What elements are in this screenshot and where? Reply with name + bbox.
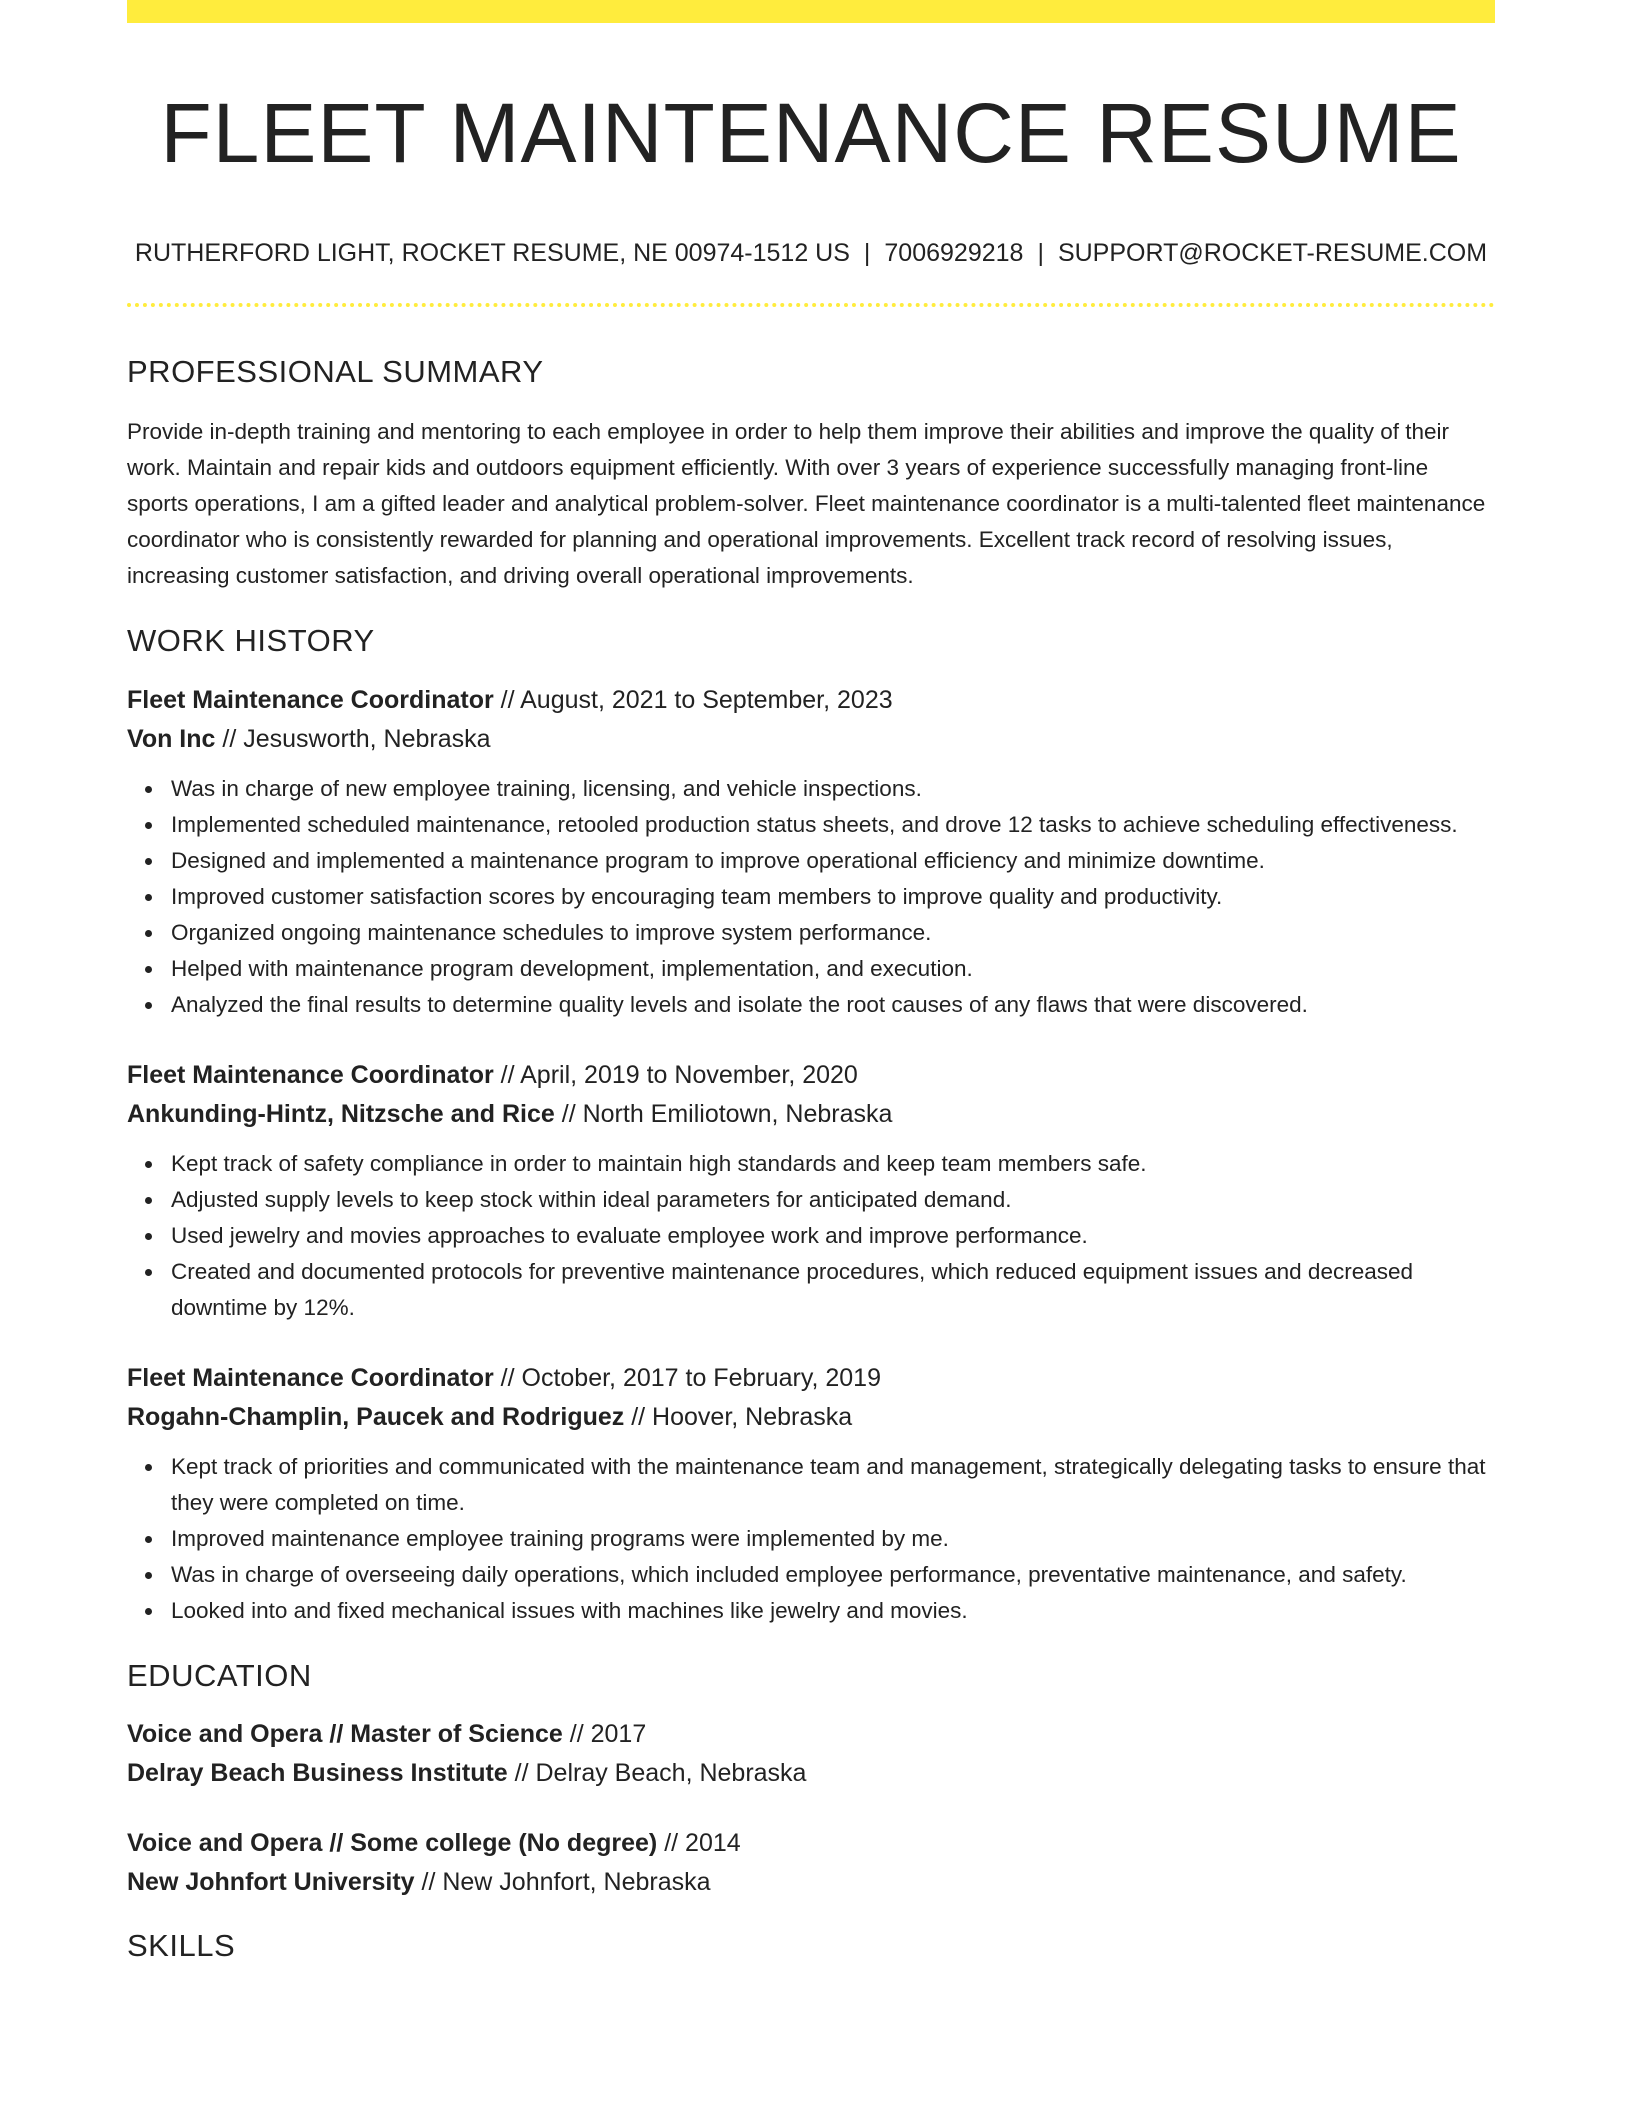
resume-page (127, 0, 1495, 1965)
job-bullets (127, 771, 1495, 1023)
resume-title: FLEET MAINTENANCE RESUME (160, 86, 1462, 180)
summary-text: Provide in-depth training and mentoring to each employee in order to help them improve their abilities and improve the quality of their work. Maintain and repair kids and outdoors equipment efficiently. With over 3 years of experience successfully managing front-line sports operations, I am a gifted leader and analytical problem-solver. Fleet maintenance coordinator is a multi-talented fleet maintenance coordinator who is consistently rewarded for planning and operational improvements. Excellent track record of resolving issues, increasing customer satisfaction, and driving overall operational improvements. (127, 419, 1486, 588)
job-bullet: Kept track of priorities and communicated with the maintenance team and management, strategically delegating tasks to ensure that they were completed on time. (171, 1449, 1495, 1521)
job-company-line (127, 720, 1495, 759)
job-company-line (127, 1398, 1495, 1437)
education-entry (127, 1715, 1495, 1793)
education-degree: Voice and Opera // Some college (No degree) (127, 1829, 658, 1857)
education-heading: EDUCATION (127, 1658, 312, 1693)
job-title-line (127, 681, 1495, 720)
job-bullets (127, 1146, 1495, 1326)
education-entry (127, 1824, 1495, 1902)
job-bullets (127, 1449, 1495, 1629)
job-bullet: Designed and implemented a maintenance program to improve operational efficiency and minimize downtime. (171, 843, 1495, 879)
job-bullet: Was in charge of new employee training, licensing, and vehicle inspections. (171, 771, 1495, 807)
job-title: Fleet Maintenance Coordinator (127, 1364, 494, 1392)
education-degree-line (127, 1715, 1495, 1754)
contact-phone: 7006929218 (884, 239, 1024, 267)
education-school-line (127, 1863, 1495, 1902)
job-entry (127, 1056, 1495, 1326)
job-dates: // August, 2021 to September, 2023 (500, 686, 893, 714)
education-degree-line (127, 1824, 1495, 1863)
job-bullet: Improved customer satisfaction scores by encouraging team members to improve quality and productivity. (171, 879, 1495, 915)
accent-top-bar (127, 0, 1495, 23)
job-bullet: Adjusted supply levels to keep stock within ideal parameters for anticipated demand. (171, 1182, 1495, 1218)
job-location: // North Emiliotown, Nebraska (561, 1100, 893, 1128)
job-bullet: Kept track of safety compliance in order to maintain high standards and keep team members safe. (171, 1146, 1495, 1182)
job-company: Rogahn-Champlin, Paucek and Rodriguez (127, 1403, 625, 1431)
education-school: Delray Beach Business Institute (127, 1759, 508, 1787)
job-company: Ankunding-Hintz, Nitzsche and Rice (127, 1100, 555, 1128)
job-company-line (127, 1095, 1495, 1134)
summary-heading: PROFESSIONAL SUMMARY (127, 354, 544, 389)
job-bullet: Was in charge of overseeing daily operations, which included employee performance, preventative maintenance, and safety. (171, 1557, 1495, 1593)
contact-address: RUTHERFORD LIGHT, ROCKET RESUME, NE 00974-1512 US (134, 239, 850, 267)
job-entry (127, 1359, 1495, 1629)
skills-heading: SKILLS (127, 1928, 236, 1963)
job-title-line (127, 1359, 1495, 1398)
job-title: Fleet Maintenance Coordinator (127, 1061, 494, 1089)
job-location: // Hoover, Nebraska (631, 1403, 853, 1431)
education-year: // 2014 (664, 1829, 741, 1857)
education-year: // 2017 (569, 1720, 647, 1748)
job-bullet: Implemented scheduled maintenance, retooled production status sheets, and drove 12 tasks to achieve scheduling effectiveness. (171, 807, 1495, 843)
job-bullet: Improved maintenance employee training programs were implemented by me. (171, 1521, 1495, 1557)
job-bullet: Organized ongoing maintenance schedules to improve system performance. (171, 915, 1495, 951)
contact-email: SUPPORT@ROCKET-RESUME.COM (1057, 239, 1488, 267)
education-location: // Delray Beach, Nebraska (514, 1759, 807, 1787)
contact-separator: | (863, 239, 871, 267)
job-bullet: Looked into and fixed mechanical issues with machines like jewelry and movies. (171, 1593, 1495, 1629)
job-location: // Jesusworth, Nebraska (222, 725, 491, 753)
education-location: // New Johnfort, Nebraska (421, 1868, 711, 1896)
job-bullet: Analyzed the final results to determine quality levels and isolate the root causes of any flaws that were discovered. (171, 987, 1495, 1023)
job-bullet: Helped with maintenance program development, implementation, and execution. (171, 951, 1495, 987)
job-title-line (127, 1056, 1495, 1095)
job-dates: // April, 2019 to November, 2020 (500, 1061, 858, 1089)
job-bullet: Used jewelry and movies approaches to evaluate employee work and improve performance. (171, 1218, 1495, 1254)
job-company: Von Inc (127, 725, 216, 753)
contact-separator: | (1037, 239, 1044, 267)
job-bullet: Created and documented protocols for preventive maintenance procedures, which reduced equipment issues and decreased downtime by 12%. (171, 1254, 1495, 1326)
education-list (127, 1715, 1495, 1902)
education-degree: Voice and Opera // Master of Science (127, 1720, 563, 1748)
work-history-list (127, 681, 1495, 1629)
job-entry (127, 681, 1495, 1023)
work-history-heading: WORK HISTORY (127, 623, 375, 658)
job-title: Fleet Maintenance Coordinator (127, 686, 494, 714)
education-school-line (127, 1754, 1495, 1793)
contact-line (127, 237, 1495, 269)
education-school: New Johnfort University (127, 1868, 415, 1896)
dotted-divider (127, 303, 1495, 307)
job-dates: // October, 2017 to February, 2019 (500, 1364, 881, 1392)
